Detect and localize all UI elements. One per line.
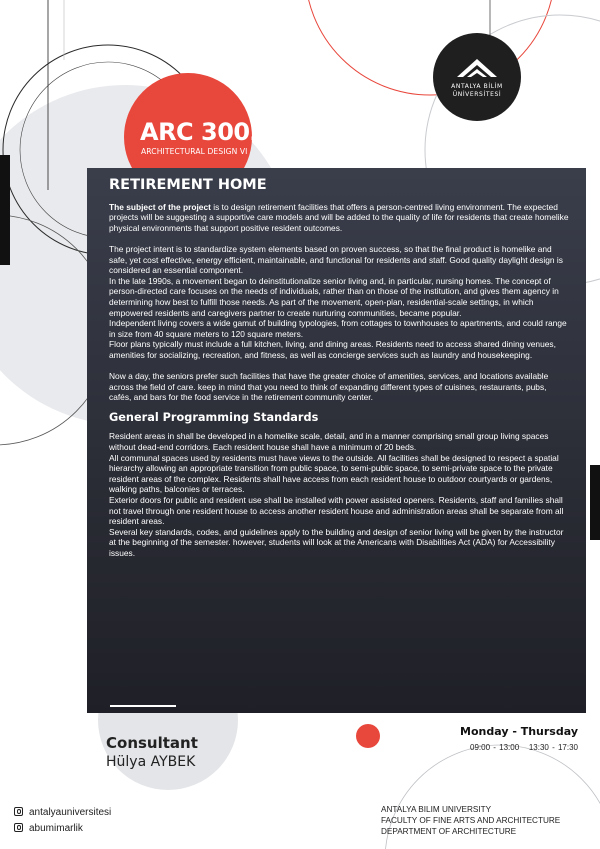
intro-text: is to design retirement facilities that offers a person-centred living environment. The expected projects will be suggesting a supportive care models and will be added to the quality of life for residents that create homelike physical environments that support positive resident outcomes.: [109, 201, 569, 233]
paragraph: Now a day, the seniors prefer such facilities that have the greater choice of amenities, services, and locations available across the field of care. keep in mind that you need to think of expanding different types of cuisines, restaurants, pubs, cafés, and bars for the food service in the retirement community center.: [109, 371, 549, 403]
consultant-name: Hülya AYBEK: [106, 754, 196, 770]
content-panel: [87, 168, 586, 713]
page-title: RETIREMENT HOME: [109, 177, 267, 193]
paragraph: Floor plans typically must include a full kitchen, living, and dining areas. Residents need to access shared dining venues, amenities for socializing, recreation, and fitness, as well as concierge services such as laundry and housekeeping.: [109, 339, 556, 360]
course-subtitle: ARCHITECTURAL DESIGN VI: [141, 147, 248, 156]
intro-paragraph: [109, 202, 571, 234]
social-link-architecture[interactable]: [14, 823, 83, 834]
social-handle: abumimarlik: [29, 823, 83, 834]
standards-item: Resident areas in shall be developed in a homelike scale, detail, and in a manner comprising small group living spaces without dead-end corridors. Each resident house shall have a minimum of 20 beds.: [109, 431, 549, 453]
standards-heading: General Programming Standards: [109, 410, 319, 424]
logo-text-line2: ÜNİVERSİTESİ: [452, 91, 502, 98]
course-code: ARC 3002: [140, 118, 266, 146]
intro-bold: The subject of the project: [109, 201, 211, 212]
divider: [110, 705, 176, 707]
university-name: ANTALYA BILIM UNIVERSITY: [381, 805, 492, 814]
faculty-name: FACULTY OF FINE ARTS AND ARCHITECTURE: [381, 816, 561, 825]
paragraph: The project intent is to standardize system elements based on proven success, so that the final product is homelike and safe, yet cost effective, energy efficient, maintainable, and functional for residents and staff. Good quality daylight design is considered an essential component.: [109, 243, 563, 276]
social-link-university[interactable]: [14, 807, 111, 818]
red-circle-small: [356, 724, 380, 748]
consultant-label: Consultant: [106, 734, 198, 752]
bg-bar-left: [0, 155, 10, 265]
schedule-hours: 09:00 - 13:00 13:30 - 17:30: [470, 743, 578, 752]
standards-item: Exterior doors for public and resident use shall be installed with power assisted openers. Residents, staff and families shall not travel through one resident house to access another resident house and administration areas shall be separate from all resident areas.: [109, 495, 564, 527]
schedule-days: Monday - Thursday: [460, 725, 578, 738]
instagram-icon: [14, 807, 23, 816]
standards-item: Several key standards, codes, and guidelines apply to the building and design of senior living will be given by the instructor at the beginning of the semester. however, students will look at the Americans with Disabilities Act (ADA) for Accessibility issues.: [109, 526, 564, 558]
university-logo: [433, 33, 521, 121]
paragraph: In the late 1990s, a movement began to deinstitutionalize senior living and, in particular, nursing homes. The concept of person-directed care focuses on the needs of individuals, rather than on those of the institution, and gives them agency in determining how best to fulfill those needs. As part of the movement, open-plan, residential-scale settings, in which empowered residents and caregivers partner to create nurturing communities, became popular.: [109, 275, 559, 318]
logo-mark-icon: [433, 33, 521, 121]
department-name: DEPARTMENT OF ARCHITECTURE: [381, 827, 517, 836]
university-address: [381, 804, 560, 837]
paragraph: Independent living covers a wide gamut of building typologies, from cottages to townhouses to apartments, and could range in size from 40 square meters to 120 square meters.: [109, 318, 567, 339]
bg-bar-right: [590, 465, 600, 540]
instagram-icon: [14, 823, 23, 832]
logo-text-line1: ANTALYA BİLİM: [451, 83, 503, 90]
standards-item: All communal spaces used by residents must have views to the outside. All facilities shall be designed to respect a spatial hierarchy allowing an appropriate transition from public space, to semi-public space, to semi-private space to the private resident areas of the complex. Residents shall have access from each resident house to outdoor courtyards or gardens, walking paths, balconies or terraces.: [109, 452, 559, 495]
content-body: [109, 177, 571, 559]
social-handle: antalyauniversitesi: [29, 807, 112, 818]
